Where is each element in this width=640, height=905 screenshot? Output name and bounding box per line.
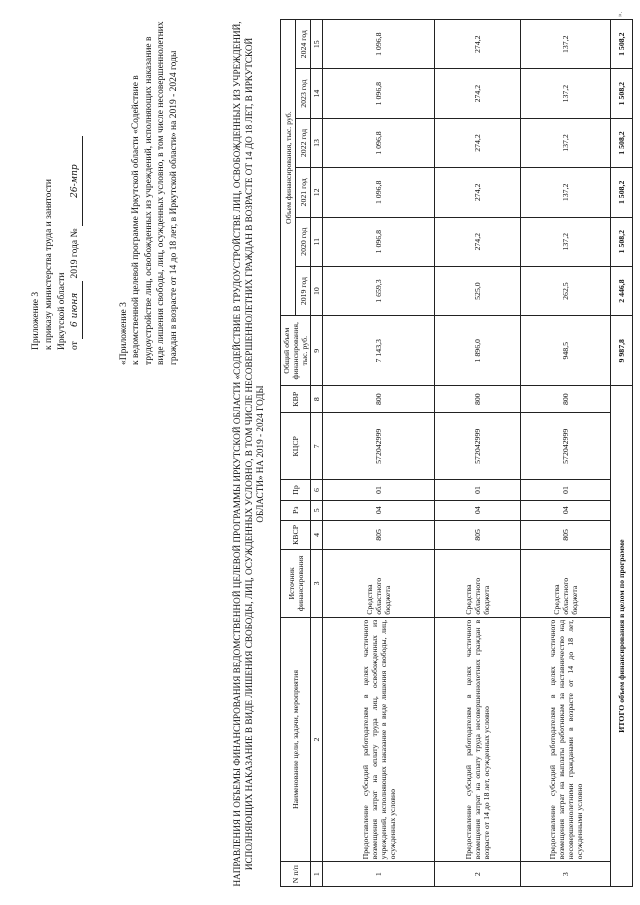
col-number: 8 xyxy=(311,386,323,413)
row-name: Предоставление субсидий работодателям в целях частичного возмещения затрат на выплаты работникам за наставничество над несовершеннолетними гражданами в возрасте от 14 до 18 лет, осужденными условно xyxy=(521,617,611,862)
row-year-value: 137,2 xyxy=(521,217,611,266)
closing-quote-mark: ». xyxy=(616,11,624,17)
funding-table xyxy=(280,19,633,887)
col-number: 14 xyxy=(311,69,323,118)
header-year: 2024 год xyxy=(296,20,311,69)
row-year-value: 274,2 xyxy=(435,217,521,266)
header-source: Источник финансирования xyxy=(281,549,311,617)
row-rz: 04 xyxy=(435,500,521,520)
row-total: 1 896,0 xyxy=(435,316,521,386)
region-line: Иркутской области xyxy=(57,272,67,350)
program-appendix-label: «Приложение 3 xyxy=(119,302,129,365)
row-year-value: 1 096,8 xyxy=(323,168,435,217)
row-source: Средства областного бюджета xyxy=(521,549,611,617)
row-year-value: 1 096,8 xyxy=(323,20,435,69)
row-year-value: 1 096,8 xyxy=(323,217,435,266)
document-title: НАПРАВЛЕНИЯ И ОБЪЕМЫ ФИНАНСИРОВАНИЯ ВЕДОМСТВЕННОЙ ЦЕЛЕВОЙ ПРОГРАММЫ ИРКУТСКОЙ ОБЛАСТИ «СОДЕЙСТВИЕ В ТРУДОУСТРОЙСТВЕ ЛИЦ, ОСВОБОЖДЕННЫХ ИЗ УЧРЕЖДЕНИЙ, ИСПОЛНЯЮЩИХ НАКАЗАНИЕ В ВИДЕ ЛИШЕНИЯ СВОБОДЫ, ЛИЦ, ОСУЖДЕННЫХ УСЛОВНО, В ТОМ ЧИСЛЕ НЕСОВЕРШЕННОЛЕТНИХ ГРАЖДАН В ВОЗРАСТЕ ОТ 14 ДО 18 ЛЕТ, В ИРКУТСКОЙ ОБЛАСТИ» НА 2019 - 2024 ГОДЫ xyxy=(232,21,266,887)
row-year-value: 1 096,8 xyxy=(323,69,435,118)
row-kvr: 800 xyxy=(521,386,611,413)
row-year-value: 274,2 xyxy=(435,20,521,69)
row-year-value: 1 096,8 xyxy=(323,118,435,167)
row-name: Предоставление субсидий работодателям в целях частичного возмещения затрат на оплату труда несовершеннолетних граждан в возрасте от 14 до 18 лет, осужденных условно xyxy=(435,617,521,862)
header-funding-group: Объем финансирования, тыс. руб. xyxy=(281,20,296,316)
row-kvr: 800 xyxy=(435,386,521,413)
row-num: 1 xyxy=(323,862,435,887)
row-kcsr: 572042999 xyxy=(435,413,521,480)
row-year-value: 274,2 xyxy=(435,168,521,217)
col-number: 2 xyxy=(311,617,323,862)
header-num: N п/п xyxy=(281,862,311,887)
header-kvsr: КВСР xyxy=(281,520,311,549)
row-year-value: 137,2 xyxy=(521,20,611,69)
row-kcsr: 572042999 xyxy=(323,413,435,480)
col-number: 13 xyxy=(311,118,323,167)
row-kvr: 800 xyxy=(323,386,435,413)
handwritten-date: 6 июня xyxy=(69,281,83,339)
total-year-value: 1 508,2 xyxy=(611,168,633,217)
total-year-value: 1 508,2 xyxy=(611,69,633,118)
from-label: от xyxy=(70,341,80,350)
appendix-label: Приложение 3 xyxy=(31,291,41,350)
table-row xyxy=(521,20,611,887)
col-number: 5 xyxy=(311,500,323,520)
row-pr: 01 xyxy=(521,480,611,500)
row-year-value: 137,2 xyxy=(521,118,611,167)
row-total: 948,5 xyxy=(521,316,611,386)
col-number: 3 xyxy=(311,549,323,617)
row-total: 7 143,3 xyxy=(323,316,435,386)
header-rz: Рз xyxy=(281,500,311,520)
col-number: 10 xyxy=(311,266,323,315)
header-name: Наименование цели, задачи, мероприятия xyxy=(281,617,311,862)
col-number: 9 xyxy=(311,316,323,386)
table-row xyxy=(435,20,521,887)
col-number: 15 xyxy=(311,20,323,69)
row-rz: 04 xyxy=(521,500,611,520)
total-year-value: 1 508,2 xyxy=(611,20,633,69)
total-year-value: 1 508,2 xyxy=(611,217,633,266)
row-rz: 04 xyxy=(323,500,435,520)
handwritten-number: 26-мпр xyxy=(69,136,83,226)
header-total: Общий объем финансирования, тыс. руб. xyxy=(281,316,311,386)
program-reference-text: к ведомственной целевой программе Иркутской области «Содействие в трудоустройстве лиц, освобожденных из учреждений, исполняющих наказание в виде лишения свободы, лиц, осужденных условно, в том числе несовершеннолетних граждан в возрасте от 14 до 18 лет, в Иркутской области» на 2019 - 2024 годы xyxy=(131,21,179,365)
row-year-value: 274,2 xyxy=(435,69,521,118)
row-kvsr: 805 xyxy=(435,520,521,549)
row-kvsr: 805 xyxy=(323,520,435,549)
year-label: 2019 года № xyxy=(70,228,80,279)
program-reference-block xyxy=(118,20,180,365)
row-year-value: 137,2 xyxy=(521,168,611,217)
header-kcsr: КЦСР xyxy=(281,413,311,480)
row-kvsr: 805 xyxy=(521,520,611,549)
column-number-row xyxy=(311,20,323,887)
col-number: 6 xyxy=(311,480,323,500)
row-num: 2 xyxy=(435,862,521,887)
row-year-value: 137,2 xyxy=(521,69,611,118)
col-number: 11 xyxy=(311,217,323,266)
row-year-value: 274,2 xyxy=(435,118,521,167)
table-row xyxy=(323,20,435,887)
total-value: 9 987,8 xyxy=(611,316,633,386)
row-source: Средства областного бюджета xyxy=(323,549,435,617)
row-year-value: 1 659,3 xyxy=(323,266,435,315)
header-year: 2021 год xyxy=(296,168,311,217)
row-pr: 01 xyxy=(323,480,435,500)
row-name: Предоставление субсидий работодателям в целях частичного возмещения затрат на оплату труда лиц, освобожденных из учреждений, исполняющих наказание в виде лишения свободы, лиц, осужденных условно xyxy=(323,617,435,862)
header-year: 2023 год xyxy=(296,69,311,118)
header-year: 2019 год xyxy=(296,266,311,315)
total-row xyxy=(611,20,633,887)
col-number: 1 xyxy=(311,862,323,887)
header-year: 2020 год xyxy=(296,217,311,266)
row-num: 3 xyxy=(521,862,611,887)
header-year: 2022 год xyxy=(296,118,311,167)
total-year-value: 2 446,8 xyxy=(611,266,633,315)
order-line: к приказу министерства труда и занятости xyxy=(44,178,54,350)
date-line xyxy=(69,10,83,350)
total-label: ИТОГО объем финансирования в целом по программе xyxy=(611,386,633,887)
row-pr: 01 xyxy=(435,480,521,500)
header-pr: Пр xyxy=(281,480,311,500)
total-year-value: 1 508,2 xyxy=(611,118,633,167)
row-year-value: 525,0 xyxy=(435,266,521,315)
col-number: 4 xyxy=(311,520,323,549)
row-year-value: 262,5 xyxy=(521,266,611,315)
order-reference-block xyxy=(30,10,83,350)
col-number: 7 xyxy=(311,413,323,480)
row-source: Средства областного бюджета xyxy=(435,549,521,617)
col-number: 12 xyxy=(311,168,323,217)
header-kvr: КВР xyxy=(281,386,311,413)
row-kcsr: 572042999 xyxy=(521,413,611,480)
